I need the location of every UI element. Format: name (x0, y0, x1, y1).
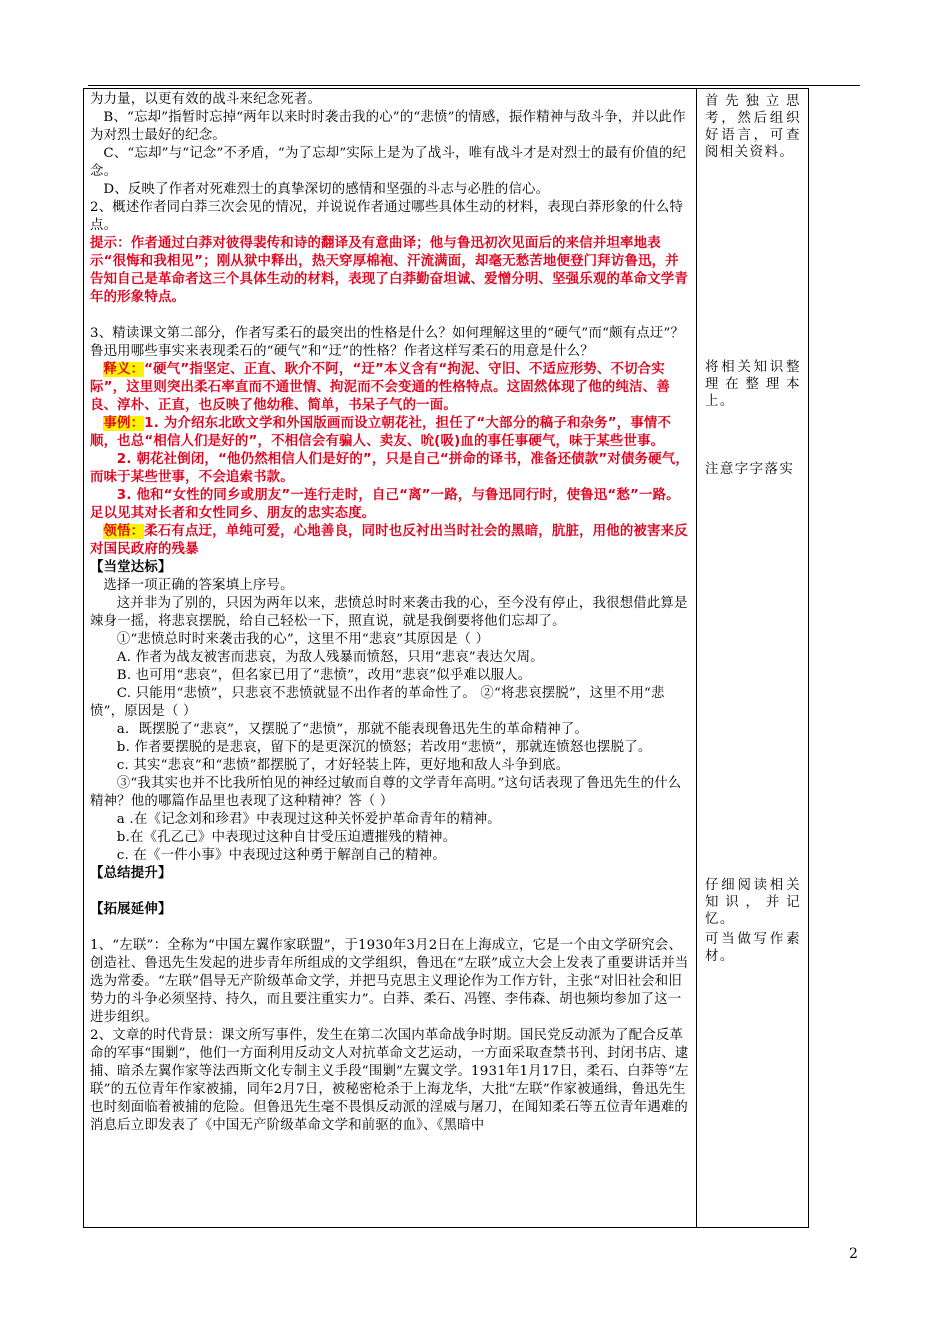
notes-column (697, 89, 808, 1227)
example-text-1: 1. 为介绍东北欧文学和外国版画而设立朝花社，担任了“大部分的稿子和杂务”，事情不顺，也总“相信人们是好的”，不相信会有骗人、卖友、吮(吸)血的事任事硬气，味于某些世事。 (90, 416, 672, 449)
practice-line: a .在《记念刘和珍君》中表现过这种关怀爱护革命青年的精神。 (116, 812, 501, 827)
side-note-think: 首先独立思考，然后组织好语言，可查阅相关资料。 (705, 94, 801, 160)
practice-line: b.在《孔乙己》中表现过这种自甘受压迫遭摧残的精神。 (116, 830, 457, 845)
practice-line: B. 也可用“悲哀”，但名家已用了“悲愤”，改用“悲哀”似乎难以服人。 (116, 668, 532, 683)
example-label: 事例： (103, 416, 145, 431)
practice-line: b. 作者要摆脱的是悲哀，留下的是更深沉的愤怒；若改用“悲愤”，那就连愤怒也摆脱了。 (116, 740, 652, 755)
side-note-accuracy: 注意字字落实 (705, 462, 795, 477)
insight-paragraph (90, 523, 690, 559)
content-line: B、“忘却”指暂时忘掉“两年以来时时袭击我的心”的“悲愤”的情感，振作精神与敌斗争，并以此作为对烈士最好的纪念。 (90, 110, 686, 143)
insight-label: 领悟： (103, 524, 145, 539)
practice-line: 这并非为了别的，只因为两年以来，悲愤总时时来袭击我的心，至今没有停止，我很想借此算是竦身一摇，将悲哀摆脱，给自己轻松一下，照直说，就是我倒要将他们忘却了。 (90, 596, 688, 629)
section-summary-heading: 【总结提升】 (90, 866, 172, 881)
content-line: 为力量，以更有效的战斗来纪念死者。 (90, 92, 322, 107)
content-line (90, 307, 690, 325)
extend-paragraph-2: 2、文章的时代背景：课文所写事件，发生在第二次国内革命战争时期。国民党反动派为了配合反革命的军事“围剿”，他们一方面利用反动文人对抗革命文艺运动，一方面采取查禁书刊、封闭书店、逮捕、暗杀左翼作家等法西斯文化专制主义手段“围剿”左翼文学。1931年1月17日，柔石、白莽等“左联”的五位青年作家被捕，同年2月7日，被秘密枪杀于上海龙华，大批“左联”作家被通缉，鲁迅先生也时刻面临着被捕的危险。但鲁迅先生毫不畏惧反动派的淫威与屠刀，在闻知柔石等五位青年遇难的消息后立即发表了《中国无产阶级革命文学和前驱的血》、《黑暗中 (90, 1028, 689, 1133)
explanation-paragraph (90, 361, 690, 415)
example-paragraph-2: 2. 朝花社倒闭，“他仍然相信人们是好的”，只是自己“拼命的译书，准备还债款”对债务硬气，而味于某些世事，不会追索书款。 (90, 452, 689, 485)
example-paragraph-1 (90, 415, 690, 451)
section-extend-heading: 【拓展延伸】 (90, 902, 172, 917)
practice-line: ③“我其实也并不比我所怕见的神经过敏而自尊的文学青年高明。”这句话表现了鲁迅先生的什么精神？他的哪篇作品里也表现了这种精神？答（ ） (90, 776, 682, 809)
content-line: 2、概述作者同白莽三次会见的情况，并说说作者通过哪些具体生动的材料，表现白莽形象的什么特点。 (90, 200, 684, 233)
extend-paragraph-1: 1、“左联”：全称为“中国左翼作家联盟”，于1930年3月2日在上海成立，它是一个由文学研究会、创造社、鲁迅先生发起的进步青年所组成的文学组织，鲁迅在“左联”成立大会上发表了重要讲话并当选为常委。“左联”倡导无产阶级革命文学，并把马克思主义理论作为工作方针，主张“对旧社会和旧势力的斗争必须坚持、持久，而且要注重实力”。白莽、柔石、冯铿、李伟森、胡也频均参加了这一进步组织。 (90, 938, 689, 1025)
insight-text: 柔石有点迂，单纯可爱，心地善良，同时也反衬出当时社会的黑暗，肮脏，用他的被害来反对国民政府的残暴 (90, 524, 688, 557)
content-line: 3、精读课文第二部分，作者写柔石的最突出的性格是什么？如何理解这里的“硬气”而“颇有点迂”？ 鲁迅用哪些事实来表现柔石的“硬气”和“迂”的性格？作者这样写柔石的用意是什么？ (90, 326, 685, 359)
side-note-writing: 可当做写作素材。 (705, 932, 801, 964)
practice-line: C. 只能用“悲愤”，只悲哀不悲愤就显不出作者的革命性了。 ②“将悲哀摆脱”，这里不用“悲愤”，原因是（ ） (90, 686, 665, 719)
explanation-text: “硬气”指坚定、正直、耿介不阿，“迂”本义含有“拘泥、守旧、不适应形势、不切合实际”，这里则突出柔石率直而不通世情、拘泥而不会变通的性格特点。这固然体现了他的纯洁、善良、淳朴、正直，也反映了他幼稚、简单，书呆子气的一面。 (90, 362, 670, 413)
content-line: 提示：作者通过白莽对彼得裴传和诗的翻译及有意曲译；他与鲁迅初次见面后的来信并坦率地表示“很悔和我相见”；刚从狱中释出，热天穿厚棉袍、汗流满面，却毫无愁苦地便登门拜访鲁迅，并告知自己是革命者这三个具体生动的材料，表现了白莽勤奋坦诚、爱憎分明、坚强乐观的革命文学青年的形象特点。 (90, 236, 688, 305)
main-content-column (84, 89, 697, 1227)
practice-line: A. 作者为战友被害而悲哀，为敌人残暴而愤怒，只用“悲哀”表达欠周。 (116, 650, 544, 665)
lesson-table (83, 88, 809, 1228)
content-line: D、反映了作者对死难烈士的真挚深切的感情和坚强的斗志与必胜的信心。 (103, 182, 550, 197)
side-note-memorize: 仔细阅读相关知识，并记忆。 (705, 878, 801, 927)
header-rule (88, 85, 860, 86)
practice-line: 选择一项正确的答案填上序号。 (103, 578, 294, 593)
practice-line: c. 其实“悲哀”和“悲愤”都摆脱了，才好轻装上阵，更好地和敌人斗争到底。 (116, 758, 570, 773)
explanation-label: 释义： (103, 362, 145, 377)
practice-line: c. 在《一件小事》中表现过这种勇于解剖自己的精神。 (116, 848, 446, 863)
practice-line: a．既摆脱了“悲哀”，又摆脱了“悲愤”，那就不能表现鲁迅先生的革命精神了。 (116, 722, 589, 737)
practice-line: ①“悲愤总时时来袭击我的心”，这里不用“悲哀”其原因是（ ） (116, 632, 490, 647)
content-line: C、“忘却”与“记念”不矛盾，“为了忘却”实际上是为了战斗，唯有战斗才是对烈士的最有价值的纪念。 (90, 146, 687, 179)
side-note-organize: 将相关知识整理在整理本上。 (705, 360, 801, 409)
page-number: 2 (849, 1246, 858, 1262)
section-practice-heading: 【当堂达标】 (90, 560, 172, 575)
example-paragraph-3: 3. 他和“女性的同乡或朋友”一连行走时，自己“离”一路，与鲁迅同行时，使鲁迅“愁”一路。足以见其对长者和女性同乡、朋友的忠实态度。 (90, 488, 680, 521)
